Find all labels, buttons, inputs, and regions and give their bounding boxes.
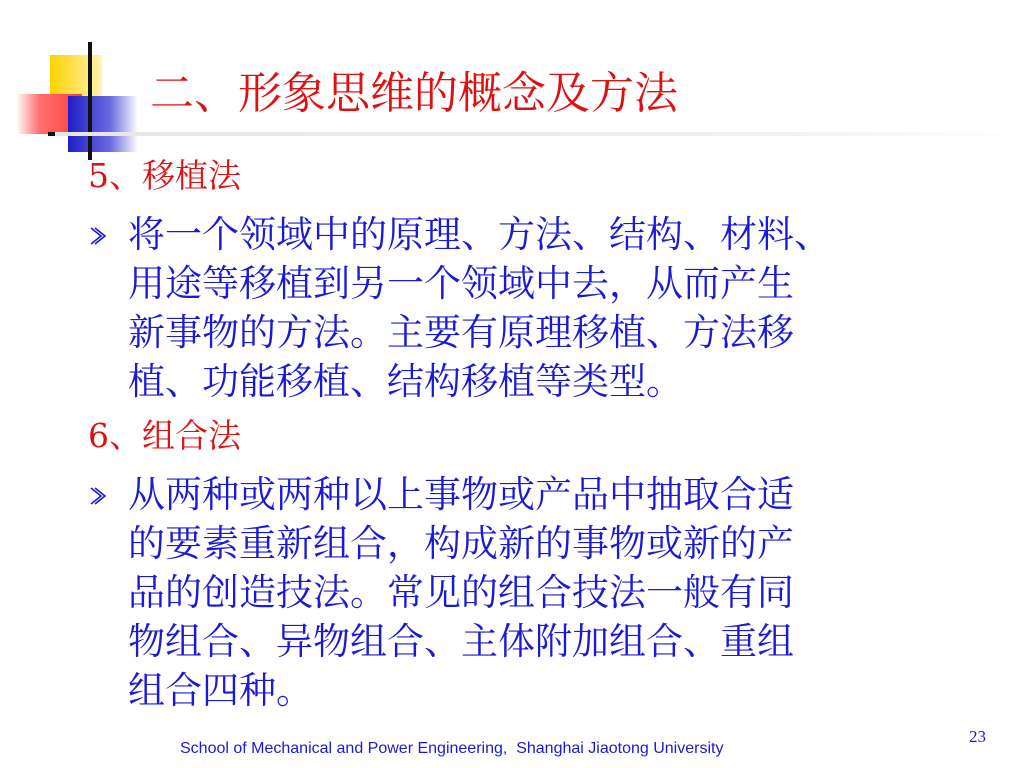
chevron-right-bullet-icon bbox=[85, 484, 109, 508]
decorative-corner-logo bbox=[0, 0, 160, 170]
paragraph-line: 物组合、异物组合、主体附加组合、重组 bbox=[128, 620, 794, 663]
paragraph-line: 新事物的方法。主要有原理移植、方法移 bbox=[128, 311, 794, 354]
section-heading-combination: 6、组合法 bbox=[88, 416, 241, 455]
paragraph-line: 组合四种。 bbox=[128, 669, 313, 712]
paragraph-line: 品的创造技法。常见的组合技法一般有同 bbox=[128, 571, 794, 614]
chevron-right-bullet-icon bbox=[85, 224, 109, 248]
title-divider bbox=[55, 132, 1024, 136]
section-paragraph-combination bbox=[128, 470, 978, 715]
section-heading-transplant: 5、移植法 bbox=[88, 156, 241, 195]
paragraph-line: 的要素重新组合，构成新的事物或新的产 bbox=[128, 522, 794, 565]
deco-blue-square bbox=[68, 96, 138, 152]
paragraph-line: 植、功能移植、结构移植等类型。 bbox=[128, 360, 683, 403]
page-number: 23 bbox=[969, 727, 986, 746]
section-paragraph-transplant bbox=[128, 210, 978, 406]
footer-institution: School of Mechanical and Power Engineering, Shanghai Jiaotong University bbox=[180, 740, 724, 757]
paragraph-line: 将一个领域中的原理、方法、结构、材料、 bbox=[128, 213, 831, 256]
slide-title: 二、形象思维的概念及方法 bbox=[150, 68, 678, 119]
deco-vertical-line bbox=[88, 42, 92, 160]
paragraph-line: 从两种或两种以上事物或产品中抽取合适 bbox=[128, 473, 794, 516]
paragraph-line: 用途等移植到另一个领域中去，从而产生 bbox=[128, 262, 794, 305]
